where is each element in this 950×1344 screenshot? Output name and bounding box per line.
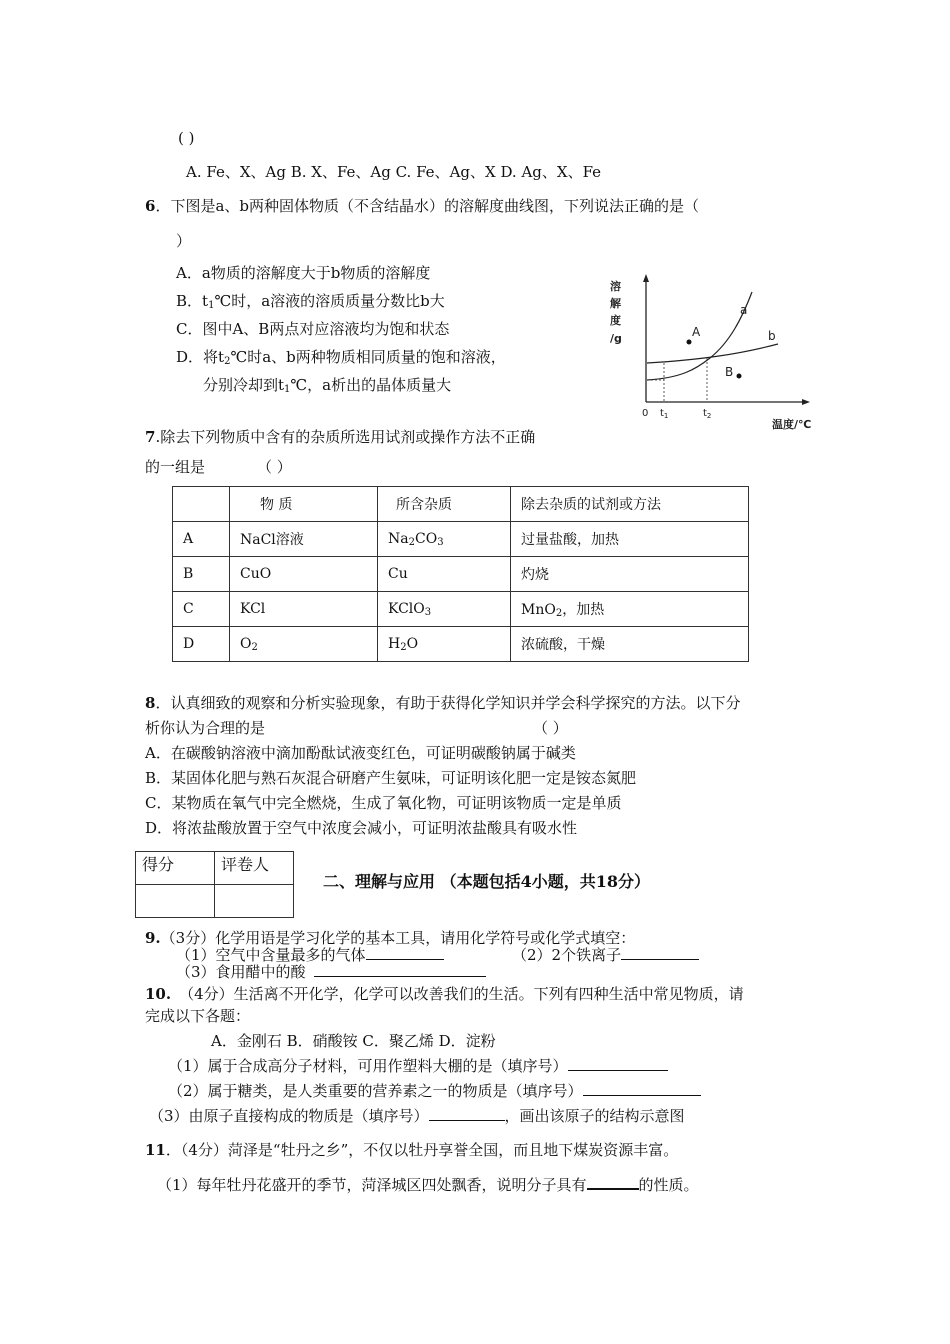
q7-stem-line2 [145, 457, 292, 477]
q6-option-a: A．a物质的溶解度大于b物质的溶解度 [176, 264, 431, 282]
table-row [173, 627, 749, 662]
q6-option-d2-sub: 1 [284, 384, 291, 395]
table-cell: Cu [378, 557, 511, 592]
graph-xlabel: 温度/℃ [772, 418, 812, 431]
graph-ylabel-1: 溶 [610, 280, 621, 293]
table-cell [378, 522, 511, 557]
table-cell: A [173, 522, 230, 557]
q8-bracket: （ ） [533, 719, 568, 737]
q7-stem-text2: 的一组是 [145, 458, 206, 476]
q9-sub2-text: （2）2个铁离子 [512, 946, 622, 964]
q6-option-d2-post: ℃，a析出的晶体质量大 [290, 376, 452, 394]
q10-stem-line2: 完成以下各题： [145, 1007, 251, 1025]
q10-sub3-text2: ，画出该原子的结构示意图 [504, 1107, 685, 1125]
table-cell: D [173, 627, 230, 662]
score-label: 得分 [136, 852, 215, 885]
q8-option-c: C．某物质在氧气中完全燃烧，生成了氧化物，可证明该物质一定是单质 [145, 794, 622, 812]
table-cell: 浓硫酸，干燥 [511, 627, 749, 662]
q8-option-d: D．将浓盐酸放置于空气中浓度会减小，可证明浓盐酸具有吸水性 [145, 819, 578, 837]
table-cell: 过量盐酸，加热 [511, 522, 749, 557]
point-a-dot [687, 340, 692, 345]
q6-option-d-sub: 2 [224, 356, 231, 367]
q11-stem [145, 1140, 678, 1160]
q10-number: 10. [145, 985, 172, 1003]
table-header-cell [173, 487, 230, 522]
q11-stem-text: ．（4分）菏泽是“牡丹之乡”，不仅以牡丹享誉全国，而且地下煤炭资源丰富。 [165, 1141, 679, 1159]
q6-option-c: C．图中A、B两点对应溶液均为饱和状态 [176, 320, 450, 338]
q6-option-b [176, 291, 445, 316]
solubility-graph [600, 270, 820, 435]
q11-number: 11 [145, 1141, 166, 1159]
q6-option-b-post: ℃时，a溶液的溶质质量分数比b大 [214, 292, 445, 310]
q9-number: 9. [145, 929, 161, 947]
q8-stem-line1 [145, 693, 740, 713]
q9-answer-1[interactable] [366, 945, 444, 960]
q11-sub1-text: （1）每年牡丹花盛开的季节，菏泽城区四处飘香，说明分子具有 [157, 1176, 587, 1194]
curve-b-label: b [768, 329, 776, 343]
graph-ylabel-3: 度 [610, 314, 621, 327]
q10-answer-3[interactable] [429, 1106, 505, 1121]
graph-t2-label: $t_2$ [703, 408, 712, 420]
table-header-cell: 除去杂质的试剂或方法 [511, 487, 749, 522]
q10-answer-1[interactable] [568, 1056, 668, 1071]
score-box [135, 851, 294, 918]
q10-stem [145, 984, 744, 1004]
q9-answer-2[interactable] [621, 945, 699, 960]
grader-label: 评卷人 [215, 852, 294, 885]
graph-ylabel-4: /g [610, 332, 622, 345]
q7-stem-text: .除去下列物质中含有的杂质所选用试剂或操作方法不正确 [155, 428, 536, 446]
formula: MnO$_2$，加热 [521, 602, 605, 619]
graph-origin-label: 0 [642, 408, 649, 419]
graph-t1-label: $t_1$ [660, 408, 669, 420]
q7-number: 7 [145, 428, 156, 446]
table-cell: CuO [230, 557, 378, 592]
point-a-label: A [692, 325, 701, 339]
table-header-row [173, 487, 749, 522]
table-cell: 灼烧 [511, 557, 749, 592]
q6-stem-text: ．下图是a、b两种固体物质（不含结晶水）的溶解度曲线图，下列说法正确的是（ [155, 197, 699, 215]
q7-bracket: （ ） [257, 458, 292, 476]
q10-sub2-text: （2）属于糖类，是人类重要的营养素之一的物质是（填序号） [168, 1082, 583, 1100]
q8-stem-text: ．认真细致的观察和分析实验现象，有助于获得化学知识并学会科学探究的方法。以下分 [155, 694, 741, 712]
q9-stem-text: （3分）化学用语是学习化学的基本工具，请用化学符号或化学式填空： [160, 929, 636, 947]
q10-sub2 [168, 1081, 701, 1101]
table-row [173, 592, 749, 627]
table-cell [230, 627, 378, 662]
q6-option-d2-pre: 分别冷却到t [203, 376, 285, 394]
q8-number: 8 [145, 694, 156, 712]
q8-stem-line2 [145, 718, 265, 738]
q6-number: 6 [145, 197, 156, 215]
q9-sub3 [176, 962, 486, 982]
table-cell [378, 627, 511, 662]
q10-answer-2[interactable] [583, 1081, 701, 1096]
q9-sub2 [512, 945, 699, 965]
table-row [173, 557, 749, 592]
table-header-cell: 物 质 [230, 487, 378, 522]
formula: $Na_2CO_3$ [388, 530, 444, 548]
q11-sub1-text2: 的性质。 [638, 1176, 699, 1194]
q10-sub3-text: （3）由原子直接构成的物质是（填序号） [149, 1107, 429, 1125]
table-row [173, 522, 749, 557]
table-cell [511, 592, 749, 627]
q7-stem-line1 [145, 427, 535, 447]
q9-answer-3[interactable] [314, 962, 486, 977]
curve-a-label: a [740, 303, 748, 317]
q8-stem-text2: 析你认为合理的是 [145, 719, 266, 737]
q6-stem-close: ） [176, 232, 192, 250]
section-title: 二、理解与应用 （本题包括4小题，共18分） [323, 872, 650, 891]
q8-option-b: B．某固体化肥与熟石灰混合研磨产生氨味，可证明该化肥一定是铵态氮肥 [145, 769, 637, 787]
q6-option-d-pre: D．将t [176, 348, 225, 366]
q10-sub3 [149, 1106, 685, 1126]
table-cell: C [173, 592, 230, 627]
formula: $H_2O$ [388, 635, 419, 653]
graph-x-arrow [802, 399, 810, 405]
q6-option-b-sub: 1 [208, 300, 215, 311]
formula: KClO$_3$ [388, 600, 432, 618]
graph-ylabel-2: 解 [610, 297, 621, 310]
table-cell: KCl [230, 592, 378, 627]
q6-option-d-line1 [176, 347, 506, 372]
impurity-table [172, 486, 749, 662]
q11-answer-1[interactable] [587, 1174, 639, 1190]
table-cell: NaCl溶液 [230, 522, 378, 557]
grader-field[interactable] [215, 885, 294, 918]
graph-y-arrow [643, 274, 649, 282]
q10-stem-text: （4分）生活离不开化学，化学可以改善我们的生活。下列有四种生活中常见物质，请 [179, 985, 744, 1003]
q8-option-a: A．在碳酸钠溶液中滴加酚酞试液变红色，可证明碳酸钠属于碱类 [145, 744, 576, 762]
q9-sub3-text: （3）食用醋中的酸 [176, 963, 306, 981]
q10-sub1-text: （1）属于合成高分子材料，可用作塑料大棚的是（填序号） [168, 1057, 568, 1075]
table-header-cell: 所含杂质 [378, 487, 511, 522]
q10-options: A．金刚石 B．硝酸铵 C．聚乙烯 D．淀粉 [211, 1032, 496, 1050]
q6-stem [145, 196, 699, 216]
q6-option-d-post: ℃时a、b两种物质相同质量的饱和溶液， [230, 348, 506, 366]
table-cell [378, 592, 511, 627]
table-cell: B [173, 557, 230, 592]
score-field[interactable] [136, 885, 215, 918]
q6-option-b-pre: B．t [176, 292, 209, 310]
q10-sub1 [168, 1056, 668, 1076]
q5-options: A. Fe、X、Ag B. X、Fe、Ag C. Fe、Ag、X D. Ag、X、Fe [186, 163, 602, 181]
point-b-dot [737, 374, 742, 379]
q6-option-d-line2 [203, 375, 451, 400]
curve-b [647, 344, 778, 363]
point-b-label: B [725, 365, 734, 379]
formula: $O_2$ [240, 635, 258, 653]
q11-sub1 [157, 1174, 699, 1195]
q9-sub1-text: （1）空气中含量最多的气体 [176, 946, 366, 964]
q5-bracket: ( ) [178, 129, 195, 147]
